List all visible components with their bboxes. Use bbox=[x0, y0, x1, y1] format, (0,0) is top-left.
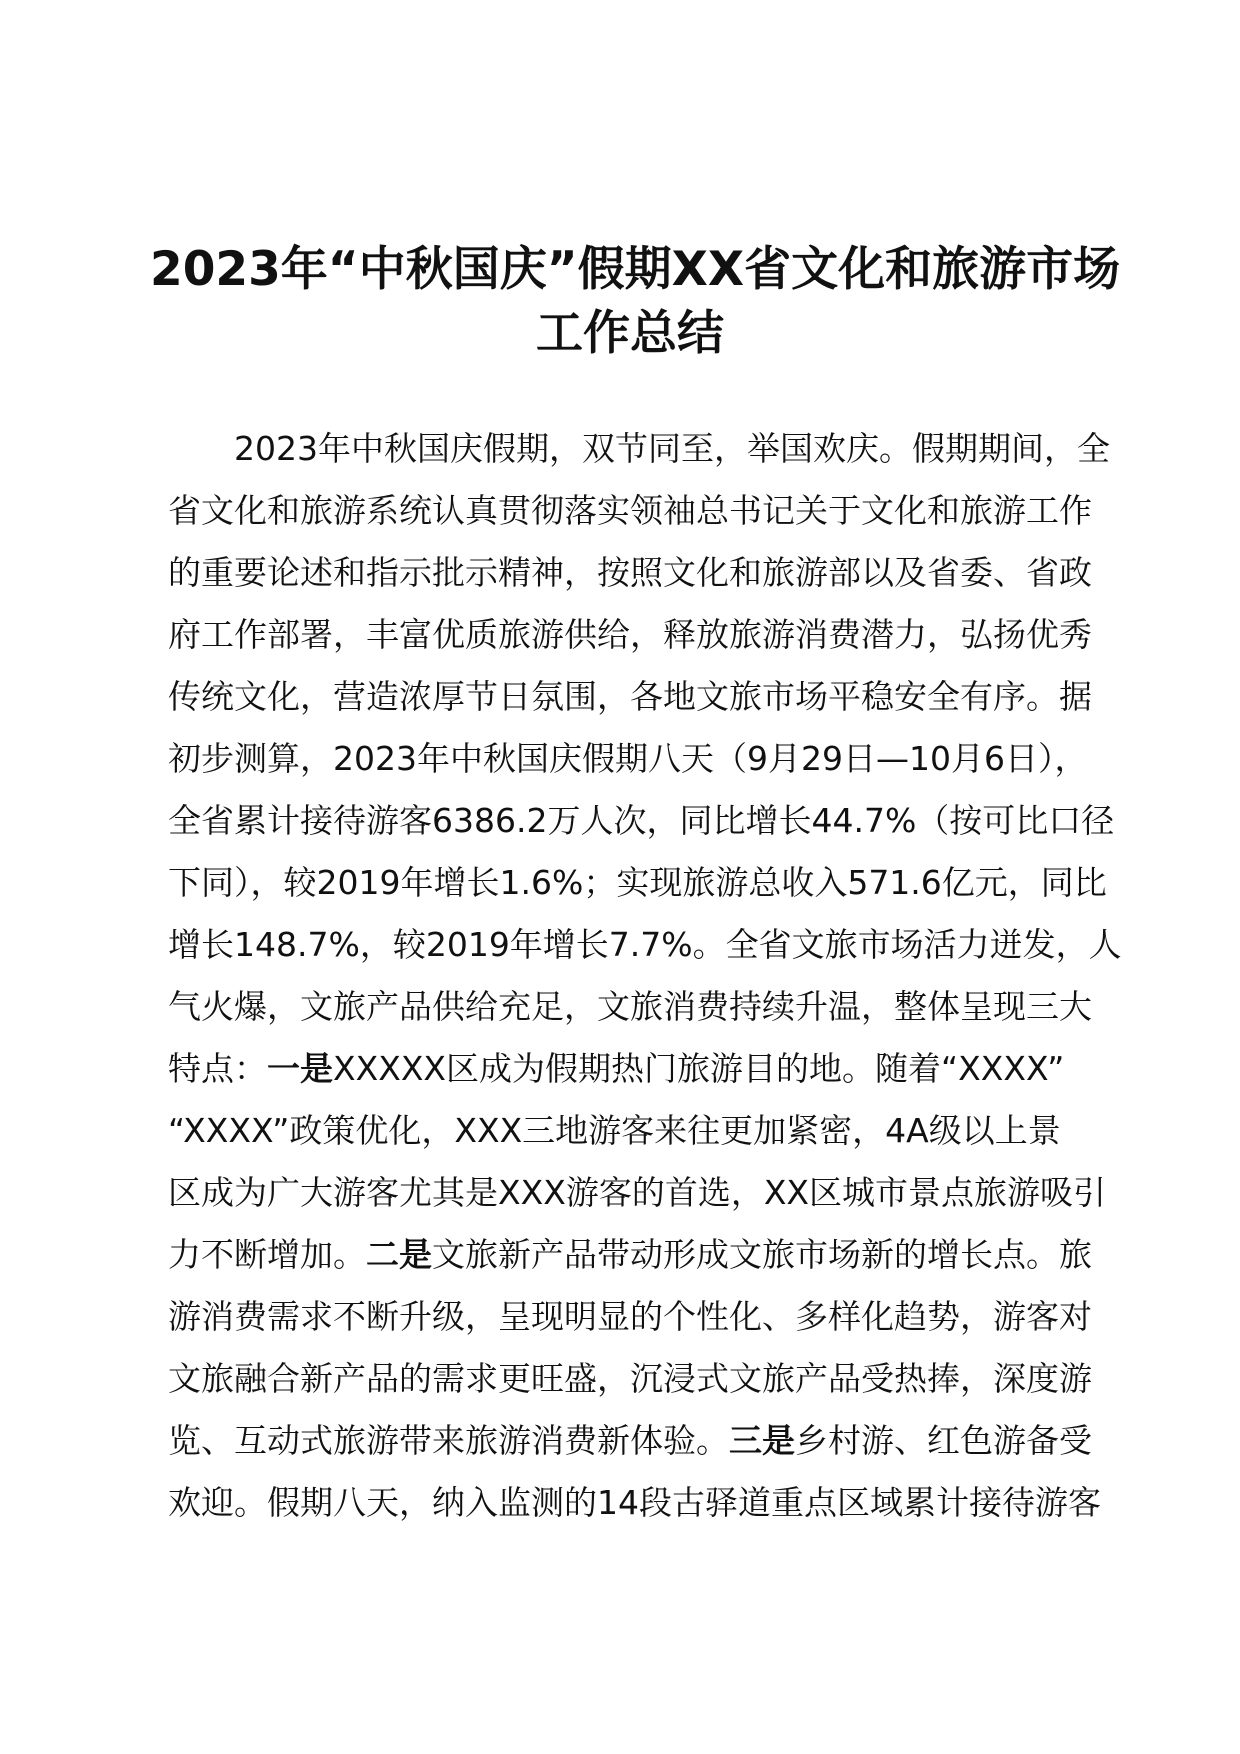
body-line-18: 欢迎。假期八天，纳入监测的14段古驿道重点区域累计接待游客 bbox=[168, 1483, 1101, 1522]
body-line-9: 增长148.7%，较2019年增长7.7%。全省文旅市场活力迸发，人 bbox=[168, 925, 1122, 964]
body-line-14 bbox=[168, 1224, 1128, 1286]
body-line-14-pre: 力不断增加。 bbox=[168, 1235, 366, 1274]
body-line-2: 省文化和旅游系统认真贯彻落实领袖总书记关于文化和旅游工作 bbox=[168, 491, 1092, 530]
body-line-11-pre: 特点： bbox=[168, 1049, 267, 1088]
body-line-5: 传统文化，营造浓厚节日氛围，各地文旅市场平稳安全有序。据 bbox=[168, 677, 1092, 716]
body-line-12: “XXXX”政策优化，XXX三地游客来往更加紧密，4A级以上景 bbox=[168, 1111, 1061, 1150]
body-line-4: 府工作部署，丰富优质旅游供给，释放旅游消费潜力，弘扬优秀 bbox=[168, 615, 1092, 654]
body-line-10: 气火爆，文旅产品供给充足，文旅消费持续升温，整体呈现三大 bbox=[168, 987, 1092, 1026]
keyword-first: 一是 bbox=[267, 1049, 333, 1088]
body-line-1: 2023年中秋国庆假期，双节同至，举国欢庆。假期期间，全 bbox=[234, 429, 1110, 468]
body-line-15: 游消费需求不断升级，呈现明显的个性化、多样化趋势，游客对 bbox=[168, 1297, 1092, 1336]
keyword-third: 三是 bbox=[729, 1421, 795, 1460]
body-line-7: 全省累计接待游客6386.2万人次，同比增长44.7%（按可比口径 bbox=[168, 801, 1115, 840]
title-line-2: 工作总结 bbox=[536, 306, 724, 361]
document-title bbox=[150, 238, 1121, 366]
title-line-1: 2023年“中秋国庆”假期XX省文化和旅游市场 bbox=[150, 242, 1121, 297]
body-line-16: 文旅融合新产品的需求更旺盛，沉浸式文旅产品受热捧，深度游 bbox=[168, 1359, 1092, 1398]
body-line-14-post: 文旅新产品带动形成文旅市场新的增长点。旅 bbox=[432, 1235, 1092, 1274]
body-line-6: 初步测算，2023年中秋国庆假期八天（9月29日—10月6日）， bbox=[168, 739, 1088, 778]
body-line-3: 的重要论述和指示批示精神，按照文化和旅游部以及省委、省政 bbox=[168, 553, 1092, 592]
body-line-8: 下同），较2019年增长1.6%；实现旅游总收入571.6亿元，同比 bbox=[168, 863, 1107, 902]
keyword-second: 二是 bbox=[366, 1235, 432, 1274]
body-line-13: 区成为广大游客尤其是XXX游客的首选，XX区城市景点旅游吸引 bbox=[168, 1173, 1107, 1212]
body-line-17-post: 乡村游、红色游备受 bbox=[795, 1421, 1092, 1460]
body-line-11-post: XXXXX区成为假期热门旅游目的地。随着“XXXX” bbox=[333, 1049, 1065, 1088]
body-line-11 bbox=[168, 1038, 1128, 1100]
body-line-17 bbox=[168, 1410, 1128, 1472]
body-line-17-pre: 览、互动式旅游带来旅游消费新体验。 bbox=[168, 1421, 729, 1460]
body-paragraph bbox=[168, 418, 1128, 1534]
